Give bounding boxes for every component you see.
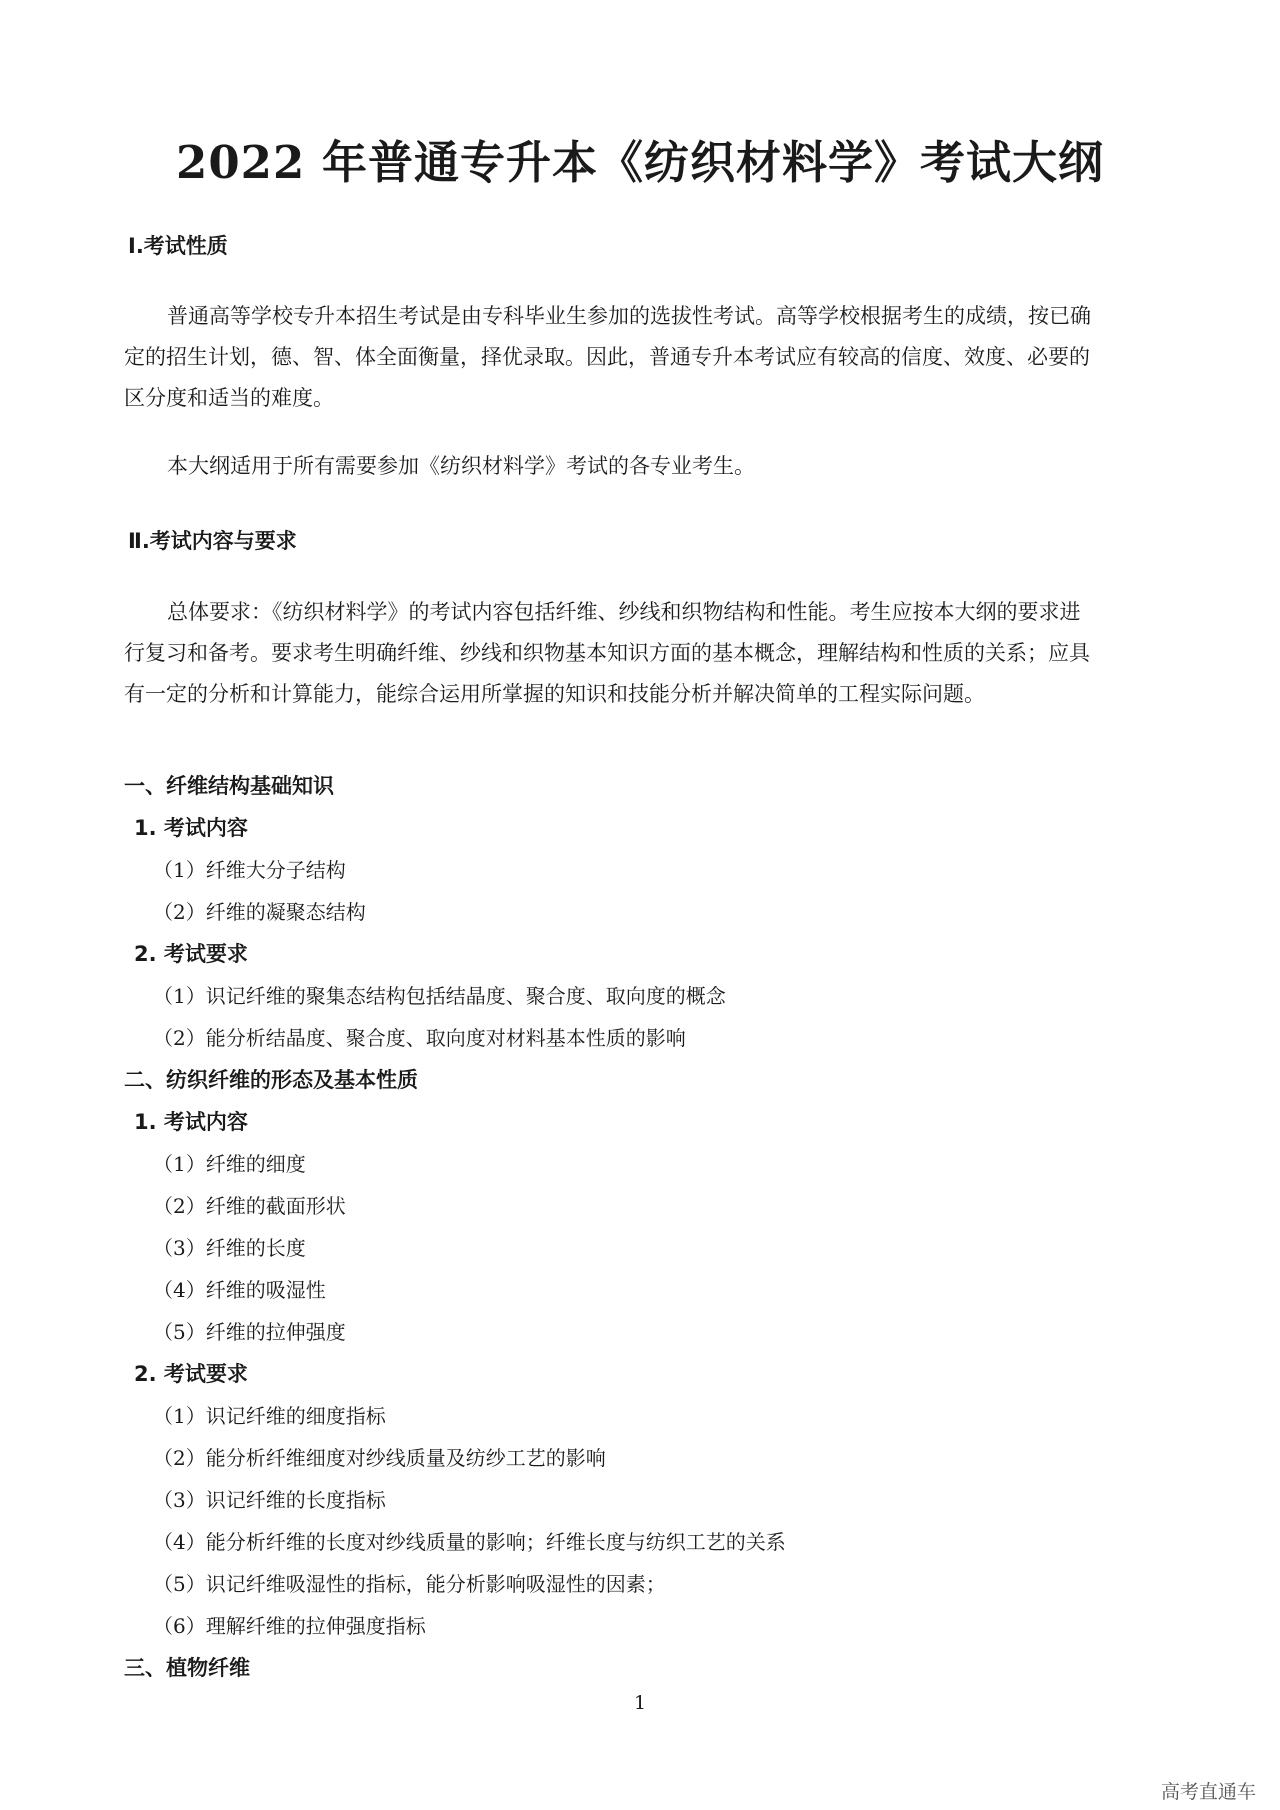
list-item: （1）识记纤维的聚集态结构包括结晶度、聚合度、取向度的概念	[153, 984, 726, 1008]
part-heading: 三、植物纤维	[124, 1656, 250, 1680]
section-heading-exam-content: Ⅱ.考试内容与要求	[128, 529, 297, 553]
paragraph-line: 普通高等学校专升本招生考试是由专科毕业生参加的选拔性考试。高等学校根据考生的成绩，按已确	[167, 304, 1091, 328]
list-item: （1）纤维大分子结构	[153, 858, 346, 882]
list-item: （2）纤维的凝聚态结构	[153, 900, 366, 924]
paragraph-line: 本大纲适用于所有需要参加《纺织材料学》考试的各专业考生。	[167, 454, 755, 478]
list-item: （2）能分析纤维细度对纱线质量及纺纱工艺的影响	[153, 1446, 606, 1470]
subheading-requirements: 2. 考试要求	[134, 942, 248, 966]
subheading-content: 1. 考试内容	[134, 816, 248, 840]
list-item: （3）纤维的长度	[153, 1236, 306, 1260]
list-item: （1）纤维的细度	[153, 1152, 306, 1176]
subheading-requirements: 2. 考试要求	[134, 1362, 248, 1386]
document-title: 2022 年普通专升本《纺织材料学》考试大纲	[176, 136, 1104, 189]
list-item: （4）能分析纤维的长度对纱线质量的影响；纤维长度与纺织工艺的关系	[153, 1530, 786, 1554]
list-item: （2）能分析结晶度、聚合度、取向度对材料基本性质的影响	[153, 1026, 686, 1050]
part-heading: 二、纺织纤维的形态及基本性质	[124, 1068, 418, 1092]
list-item: （1）识记纤维的细度指标	[153, 1404, 386, 1428]
page-number: 1	[633, 1692, 647, 1714]
list-item: （5）识记纤维吸湿性的指标，能分析影响吸湿性的因素；	[153, 1572, 666, 1596]
watermark: 高考直通车	[1160, 1781, 1256, 1803]
list-item: （6）理解纤维的拉伸强度指标	[153, 1614, 426, 1638]
part-heading: 一、纤维结构基础知识	[124, 774, 334, 798]
paragraph-line: 区分度和适当的难度。	[124, 386, 334, 410]
paragraph-line: 有一定的分析和计算能力，能综合运用所掌握的知识和技能分析并解决简单的工程实际问题。	[124, 682, 985, 706]
list-item: （3）识记纤维的长度指标	[153, 1488, 386, 1512]
subheading-content: 1. 考试内容	[134, 1110, 248, 1134]
paragraph-line: 定的招生计划，德、智、体全面衡量，择优录取。因此，普通专升本考试应有较高的信度、效度、必要的	[124, 345, 1090, 369]
list-item: （5）纤维的拉伸强度	[153, 1320, 346, 1344]
paragraph-line: 总体要求：《纺织材料学》的考试内容包括纤维、纱线和织物结构和性能。考生应按本大纲的要求进	[167, 600, 1081, 624]
section-heading-exam-nature: Ⅰ.考试性质	[128, 234, 228, 258]
paragraph-line: 行复习和备考。要求考生明确纤维、纱线和织物基本知识方面的基本概念，理解结构和性质的关系；应具	[124, 641, 1090, 665]
list-item: （2）纤维的截面形状	[153, 1194, 346, 1218]
list-item: （4）纤维的吸湿性	[153, 1278, 326, 1302]
